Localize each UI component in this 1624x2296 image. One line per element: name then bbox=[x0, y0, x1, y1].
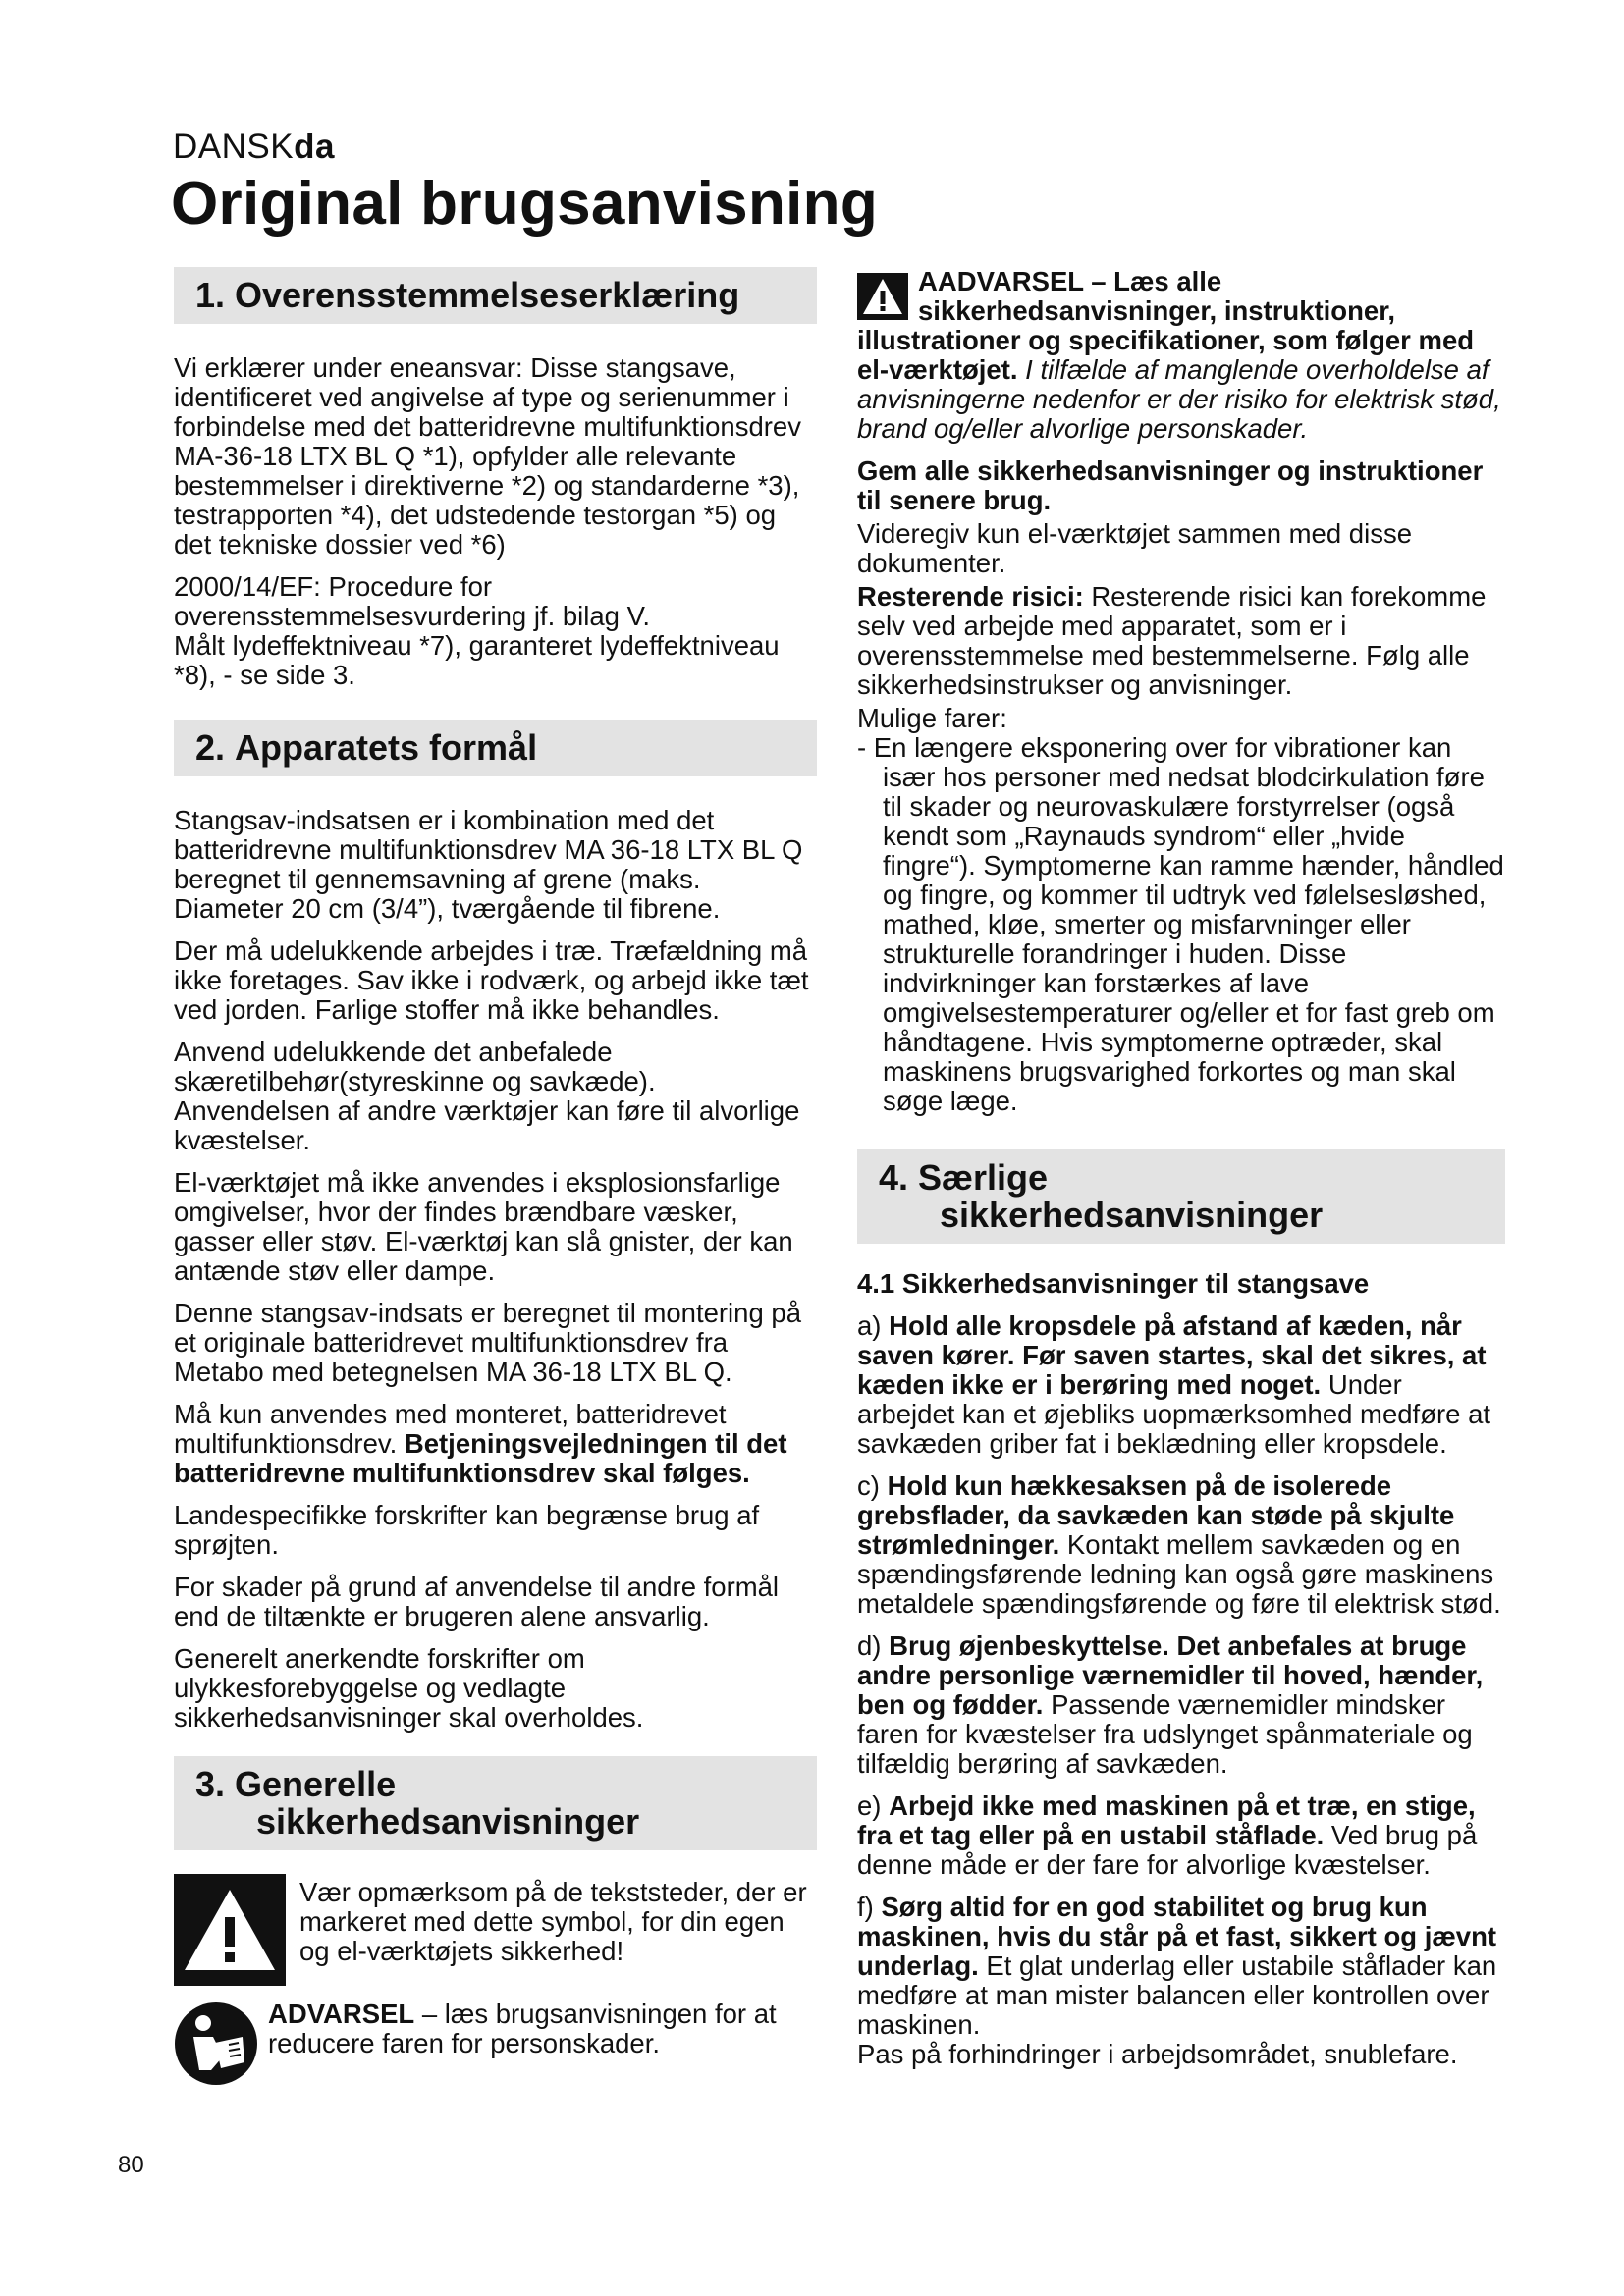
warning-symbol-note bbox=[174, 1874, 817, 1986]
purpose-paragraph-9: Generelt anerkendte forskrifter om ulykkesforebyggelse og vedlagte sikkerhedsanvisninger skal overholdes. bbox=[174, 1643, 644, 1733]
instruction-a-text: Under arbejdet kan et øjebliks uopmærksomhed medføre at savkæden griber fat i beklædning eller kropsdele. bbox=[857, 1369, 1491, 1459]
read-manual-note bbox=[174, 2000, 817, 2078]
instruction-c-bold: Hold kun hækkesaksen på de isolerede grebsflader, da savkæden kan støde på skjulte strømledninger. bbox=[857, 1470, 1455, 1560]
residual-risks bbox=[857, 582, 1505, 700]
section-3-title-line1: Generelle bbox=[235, 1764, 397, 1804]
purpose-paragraph-6-bold: Betjeningsvejledningen til det batteridrevne multifunktionsdrev skal følges. bbox=[174, 1428, 787, 1488]
section-1-number: 1. bbox=[195, 275, 226, 315]
section-1-title: Overensstemmelseserklæring bbox=[235, 275, 740, 315]
purpose-paragraph-2: Der må udelukkende arbejdes i træ. Træfældning må ikke foretages. Sav ikke i rodværk, og arbejd ikke tæt ved jorden. Farlige stoffer må ikke behandles. bbox=[174, 935, 809, 1025]
warning-small-icon bbox=[857, 273, 908, 320]
language-label bbox=[173, 128, 335, 167]
left-column bbox=[174, 267, 817, 2078]
section-2-title: Apparatets formål bbox=[235, 727, 538, 768]
instruction-a bbox=[857, 1311, 1505, 1459]
instruction-f-text: Et glat underlag eller ustabile ståflader kan medføre at man mister balancen eller kontrollen over maskinen. bbox=[857, 1950, 1497, 2040]
instruction-c-text: Kontakt mellem savkæden og en spændingsførende ledning kan også gøre maskinens metaldele spændingsførende og føre til elektrisk stød. bbox=[857, 1529, 1501, 1619]
section-4-title-line1: Særlige bbox=[918, 1157, 1049, 1198]
section-3-heading bbox=[174, 1756, 817, 1850]
purpose-paragraph-6 bbox=[174, 1400, 817, 1488]
procedure-line: 2000/14/EF: Procedure for overensstemmelsesvurdering jf. bilag V. bbox=[174, 571, 651, 631]
language-code: da bbox=[294, 128, 335, 166]
purpose-paragraph-3: Anvend udelukkende det anbefalede skæretilbehør(styreskinne og savkæde). Anvendelsen af andre værktøjer kan føre til alvorlige kvæstelser. bbox=[174, 1037, 800, 1155]
page-number: 80 bbox=[118, 2152, 144, 2178]
section-3-title-line2: sikkerhedsanvisninger bbox=[256, 1801, 640, 1842]
residual-risks-label: Resterende risici: bbox=[857, 581, 1084, 612]
keep-instructions-bold: Gem alle sikkerhedsanvisninger og instruktioner til senere brug. bbox=[857, 455, 1484, 515]
general-warning-bold: AADVARSEL – Læs alle sikkerhedsanvisninger, instruktioner, illustrationer og specifikationer, som følger med el-værktøjet. bbox=[857, 266, 1475, 385]
instruction-e-text: Ved brug på denne måde er der fare for alvorlige kvæstelser. bbox=[857, 1820, 1478, 1880]
instruction-e-label: e) bbox=[857, 1790, 890, 1821]
section-4-title-line2: sikkerhedsanvisninger bbox=[940, 1195, 1324, 1235]
language-name: DANSK bbox=[173, 128, 295, 166]
sound-level-line: Målt lydeffektniveau *7), garanteret lydeffektniveau *8), - se side 3. bbox=[174, 630, 780, 690]
page-title: Original brugsanvisning bbox=[171, 170, 878, 238]
section-2-number: 2. bbox=[195, 727, 226, 768]
section-3-number: 3. bbox=[195, 1764, 226, 1804]
instruction-d bbox=[857, 1631, 1505, 1779]
instruction-a-label: a) bbox=[857, 1310, 890, 1341]
pass-on-text: Videregiv kun el-værktøjet sammen med disse dokumenter. bbox=[857, 518, 1412, 578]
read-manual-icon bbox=[174, 2002, 258, 2086]
instruction-a-bold: Hold alle kropsdele på afstand af kæden, når saven kører. Før saven startes, skal det sikres, at kæden ikke er i berøring med noget. bbox=[857, 1310, 1487, 1400]
right-column bbox=[857, 267, 1505, 2082]
instruction-d-text: Passende værnemidler mindsker faren for kvæstelser fra udslynget spånmateriale og tilfældig berøring af savkæden. bbox=[857, 1689, 1473, 1779]
general-warning bbox=[857, 267, 1505, 444]
general-warning-italic: I tilfælde af manglende overholdelse af anvisningerne nedenfor er der risiko for elektrisk stød, brand og/eller alvorlige personskader. bbox=[857, 354, 1501, 444]
warning-triangle-icon bbox=[174, 1874, 286, 1986]
residual-risks-text: Resterende risici kan forekomme selv ved arbejde med apparatet, som er i overensstemmelse med bestemmelserne. Følg alle sikkerhedsinstrukser og anvisninger. bbox=[857, 581, 1487, 700]
purpose-paragraph-7: Landespecifikke forskrifter kan begrænse brug af sprøjten. bbox=[174, 1500, 760, 1560]
instruction-e-bold: Arbejd ikke med maskinen på et træ, en stige, fra et tag eller på en ustabil ståflade. bbox=[857, 1790, 1476, 1850]
read-manual-text: – læs brugsanvisningen for at reducere faren for personskader. bbox=[268, 1999, 777, 2058]
purpose-paragraph-1: Stangsav-indsatsen er i kombination med det batteridrevne multifunktionsdrev MA 36-18 LTX BL Q beregnet til gennemsavning af grene (maks. Diameter 20 cm (3/4”), tværgående til fibrene. bbox=[174, 805, 803, 924]
purpose-paragraph-8: For skader på grund af anvendelse til andre formål end de tiltænkte er brugeren alene ansvarlig. bbox=[174, 1572, 780, 1631]
instruction-f-bold: Sørg altid for en god stabilitet og brug kun maskinen, hvis du står på et fast, sikkert og jævnt underlag. bbox=[857, 1892, 1497, 1981]
read-manual-warning: ADVARSEL bbox=[268, 1999, 415, 2029]
purpose-paragraph-4: El-værktøjet må ikke anvendes i eksplosionsfarlige omgivelser, hvor der findes brændbare væsker, gasser eller støv. El-værktøj kan slå gnister, der kan antænde støv eller dampe. bbox=[174, 1167, 793, 1286]
hazard-list-item: - En længere eksponering over for vibrationer kan især hos personer med nedsat blodcirkulation føre til skader og neurovaskulære forstyrrelser (også kendt som „Raynauds syndrom“ eller „hvide fingre“). Symptomerne kan ramme hænder, håndled og fingre, og kommer til udtryk ved følelsesløshed, mathed, kløe, smerter og misfarvninger eller strukturelle forandringer i huden. Disse indvirkninger kan forstærkes af lave omgivelsestemperaturer og/eller et for fast greb om håndtagene. Hvis symptomerne optræder, skal maskinens brugsvarighed forkortes og man skal søge læge. bbox=[857, 732, 1504, 1116]
instruction-c bbox=[857, 1471, 1505, 1619]
purpose-paragraph-5: Denne stangsav-indsats er beregnet til montering på et originale batteridrevet multifunktionsdrev fra Metabo med betegnelsen MA 36-18 LTX BL Q. bbox=[174, 1298, 801, 1387]
instruction-e bbox=[857, 1791, 1505, 1880]
instruction-d-bold: Brug øjenbeskyttelse. Det anbefales at bruge andre personlige værnemidler til hoved, hænder, ben og fødder. bbox=[857, 1630, 1484, 1720]
instruction-f-label: f) bbox=[857, 1892, 882, 1922]
section-4-number: 4. bbox=[879, 1157, 909, 1198]
instruction-f bbox=[857, 1893, 1505, 2040]
hazards-label: Mulige farer: bbox=[857, 703, 1007, 733]
subsection-4-1-heading: 4.1 Sikkerhedsanvisninger til stangsave bbox=[857, 1268, 1370, 1299]
section-4-heading bbox=[857, 1149, 1505, 1244]
keep-instructions bbox=[857, 456, 1505, 515]
instruction-d-label: d) bbox=[857, 1630, 890, 1661]
purpose-paragraph-6-text: Må kun anvendes med monteret, batteridrevet multifunktionsdrev. bbox=[174, 1399, 727, 1459]
procedure-text bbox=[174, 572, 817, 690]
section-2-heading bbox=[174, 720, 817, 776]
instruction-c-label: c) bbox=[857, 1470, 888, 1501]
warning-symbol-text: Vær opmærksom på de tekststeder, der er markeret med dette symbol, for din egen og el-værktøjets sikkerhed! bbox=[299, 1877, 807, 1966]
declaration-text: Vi erklærer under eneansvar: Disse stangsave, identificeret ved angivelse af type og serienummer i forbindelse med det batteridrevne multifunktionsdrev MA-36-18 LTX BL Q *1), opfylder alle relevante bestemmelser i direktiverne *2) og standarderne *3), testrapporten *4), det udstedende testorgan *5) og det tekniske dossier ved *6) bbox=[174, 352, 801, 560]
instruction-f-extra: Pas på forhindringer i arbejdsområdet, snublefare. bbox=[857, 2039, 1458, 2069]
section-1-heading bbox=[174, 267, 817, 324]
